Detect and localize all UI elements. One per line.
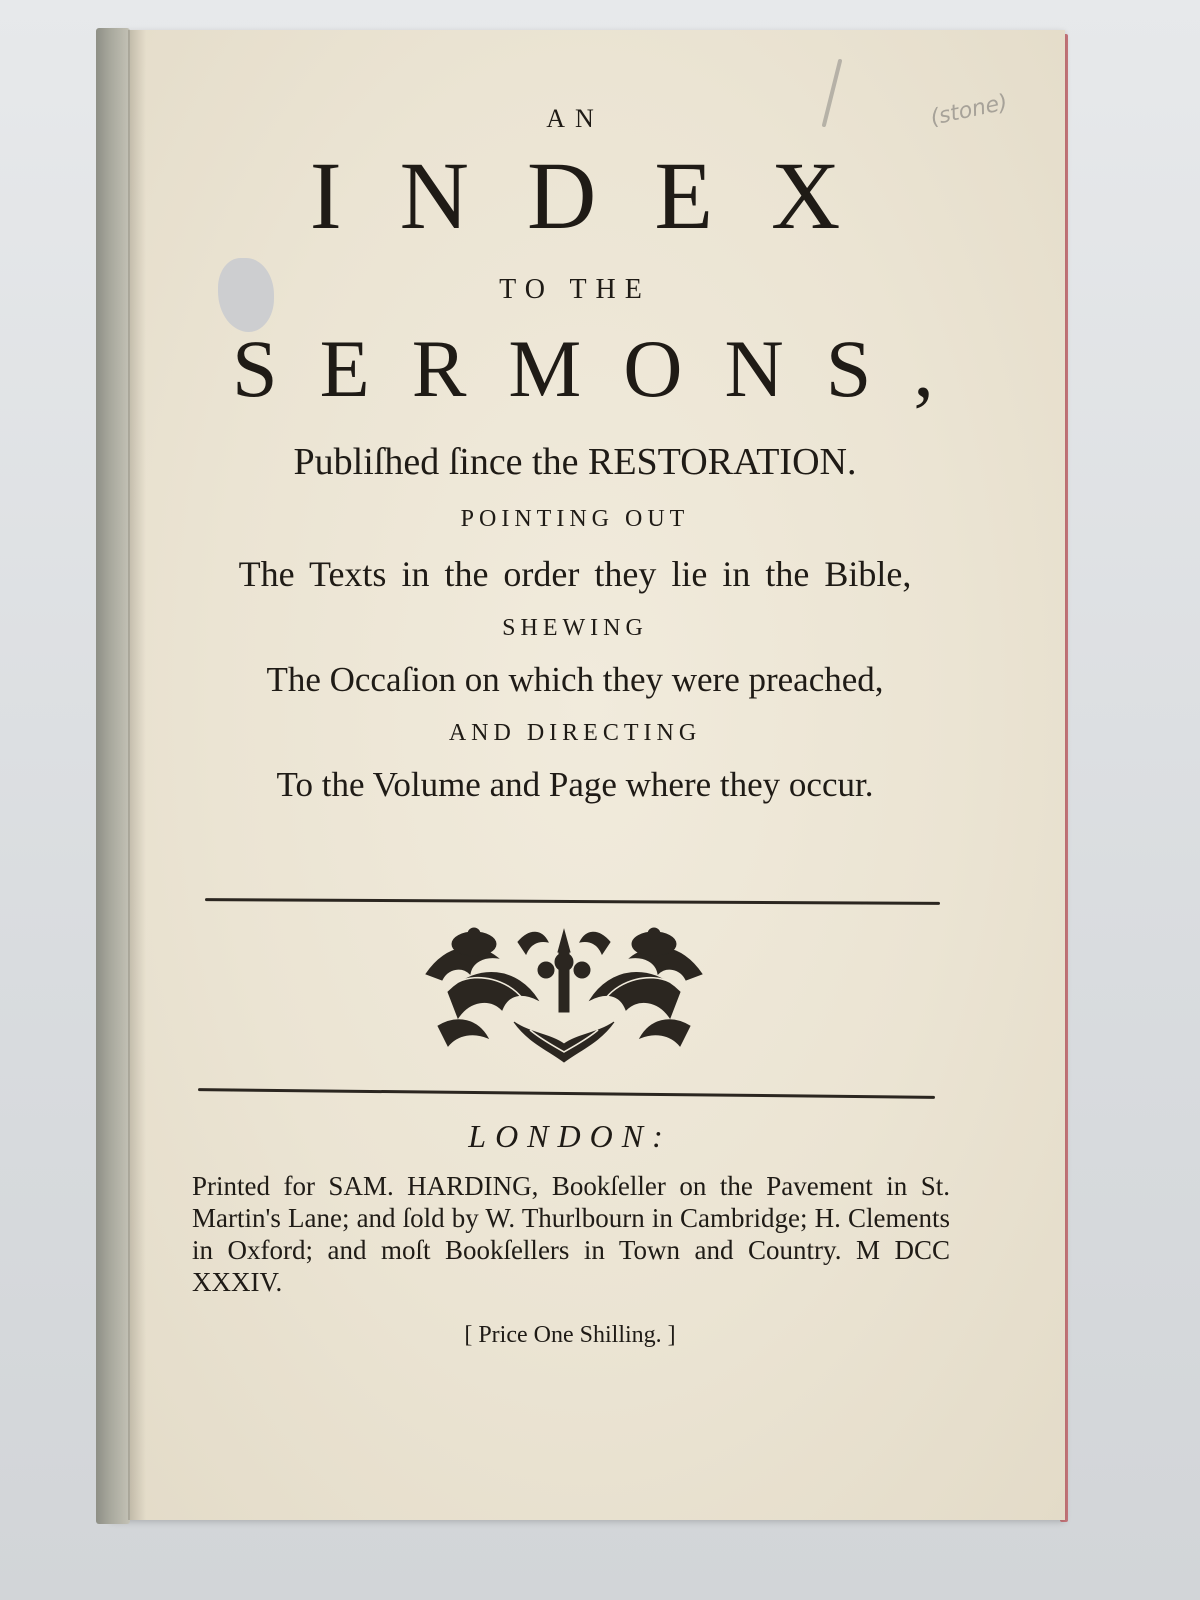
subtitle-published: Publiſhed ſince the RESTORATION.	[293, 441, 857, 483]
printer-ornament-icon	[418, 922, 710, 1067]
title-to-the: TO THE	[499, 274, 651, 305]
heading-shewing: SHEWING	[502, 615, 648, 641]
imprint-block	[190, 1118, 950, 1349]
title-an: AN	[546, 104, 604, 133]
imprint-london: LONDON:	[468, 1118, 672, 1154]
line-texts: The Texts in the order they lie in the Bible,	[238, 554, 912, 594]
heading-and-directing: AND DIRECTING	[448, 720, 702, 746]
imprint-printed-for: Printed for SAM. HARDING, Bookſeller on the Pavement in St. Martin's Lane; and ſold by W. Thurlbourn in Cambridge; H. Clements in Oxford; and moſt Bookſellers in Town and Country. M DCC XXXIV.	[192, 1171, 950, 1297]
heading-pointing-out: POINTING OUT	[460, 506, 690, 532]
line-volume: To the Volume and Page where they occur.	[276, 765, 874, 804]
imprint-price: [ Price One Shilling. ]	[464, 1322, 676, 1349]
spine-shadow	[128, 30, 146, 1520]
pencil-note: (stone)	[928, 90, 1010, 131]
book-spine	[96, 28, 130, 1524]
line-occasion: The Occaſion on which they were preached,	[266, 660, 884, 699]
title-index: INDEX	[309, 142, 899, 249]
title-block	[190, 100, 976, 805]
title-sermons: SERMONS,	[232, 323, 976, 414]
